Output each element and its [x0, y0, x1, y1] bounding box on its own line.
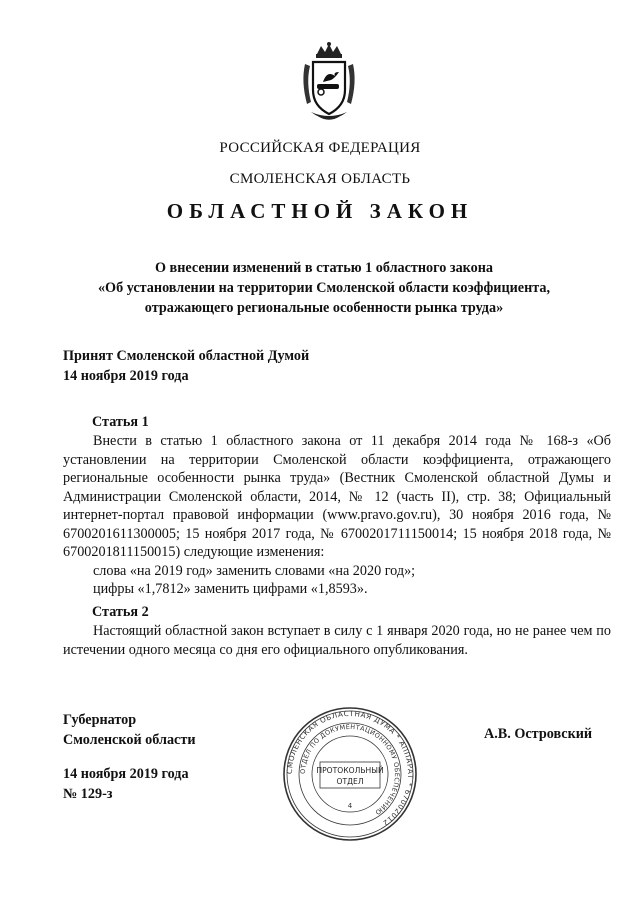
- stamp-center-line: ОТДЕЛ: [336, 777, 364, 786]
- signing-details: [63, 764, 189, 804]
- adoption-note: [63, 346, 309, 386]
- signatory-name: А.В. Островский: [484, 726, 593, 742]
- position-line: Смоленской области: [63, 732, 196, 748]
- region-heading: СМОЛЕНСКАЯ ОБЛАСТЬ: [229, 171, 411, 187]
- position-line: Губернатор: [63, 712, 137, 728]
- law-number: № 129-з: [63, 786, 113, 802]
- document-type-title: ОБЛАСТНОЙ ЗАКОН: [166, 199, 474, 223]
- article-2-title: Статья 2: [92, 604, 149, 620]
- official-stamp: [282, 706, 418, 842]
- adopted-date: 14 ноября 2019 года: [63, 368, 189, 384]
- stamp-inner-text: ОТДЕЛ ПО ДОКУМЕНТАЦИОННОМУ ОБЕСПЕЧЕНИЮ: [298, 722, 402, 817]
- article-1-item: цифры «1,7812» заменить цифрами «1,8593».: [93, 581, 368, 597]
- subject-line: «Об установлении на территории Смоленской области коэффициента,: [97, 280, 551, 296]
- coat-of-arms-emblem: [297, 42, 361, 126]
- stamp-outer-text: СМОЛЕНСКАЯ ОБЛАСТНАЯ ДУМА * АППАРАТ * 67002012: [284, 708, 416, 828]
- stamp-center-line: ПРОТОКОЛЬНЫЙ: [316, 766, 384, 775]
- signing-date: 14 ноября 2019 года: [63, 766, 189, 782]
- federation-heading: РОССИЙСКАЯ ФЕДЕРАЦИЯ: [219, 140, 421, 156]
- signatory-position: [63, 710, 196, 750]
- article-1-item: слова «на 2019 год» заменить словами «на 2020 год»;: [93, 562, 416, 579]
- stamp-number: 4: [347, 802, 353, 810]
- article-1-title: Статья 1: [92, 414, 149, 430]
- law-subject: [60, 258, 588, 318]
- article-2-paragraph: Настоящий областной закон вступает в силу с 1 января 2020 года, но не ранее чем по истечении одного месяца со дня его официального опубликования.: [63, 623, 611, 658]
- article-1-body: [63, 432, 611, 599]
- subject-line: О внесении изменений в статью 1 областного закона: [154, 260, 494, 276]
- article-2-body: [63, 622, 611, 659]
- subject-line: отражающего региональные особенности рынка труда»: [144, 300, 504, 316]
- adopted-by: Принят Смоленской областной Думой: [63, 348, 310, 364]
- article-1-paragraph: Внести в статью 1 областного закона от 11 декабря 2014 года № 168-з «Об установлении на территории Смоленской области коэффициента, отражающего региональные особенности рынка труда» (Вестник Смоленской областной Думы и Администрации Смоленской области, 2014, № 12 (часть II), стр. 38; Официальный интернет-портал правовой информации (www.pravo.gov.ru), 30 ноября 2016 года, № 6700201611300005; 15 ноября 2017 года, № 6700201711150014; 15 ноября 2018 года, № 6700201811150015) следующие изменения:: [63, 433, 611, 560]
